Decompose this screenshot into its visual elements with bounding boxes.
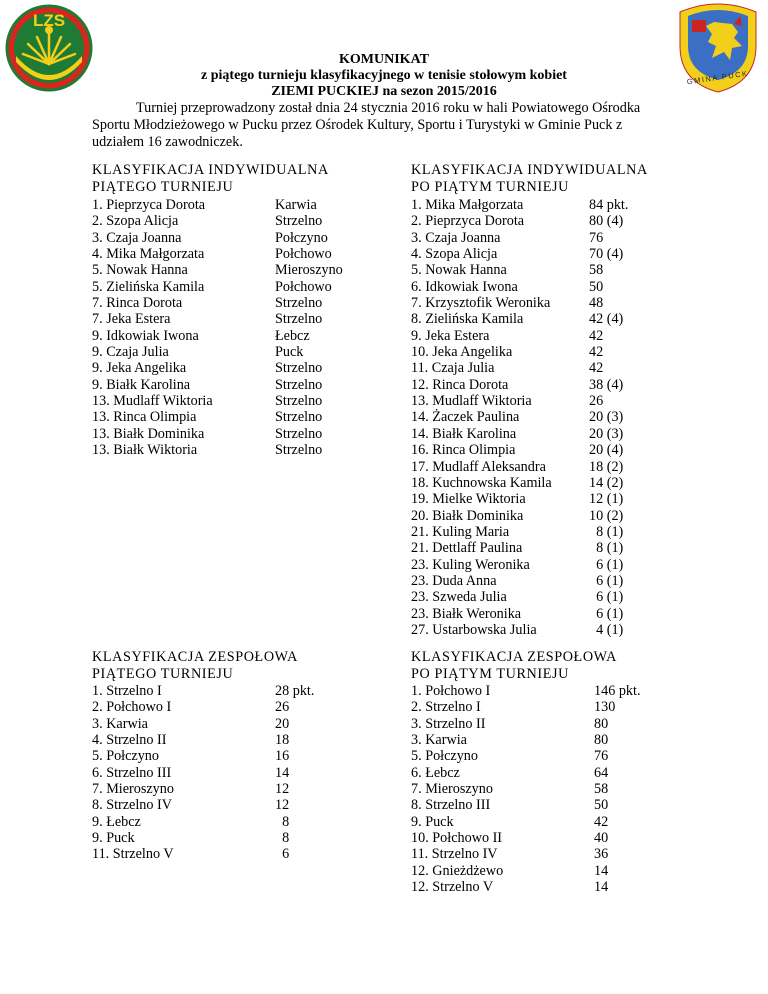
entry-name: 18. Kuchnowska Kamila (411, 474, 552, 491)
entry-name: 3. Czaja Joanna (92, 229, 182, 246)
list-item (92, 732, 290, 749)
list-item (92, 442, 323, 459)
entry-points: 14 (275, 764, 290, 781)
entry-name: 11. Czaja Julia (411, 360, 495, 377)
lzs-logo-text: LZS (32, 11, 66, 30)
entry-name: 2. Szopa Alicja (92, 213, 179, 230)
entry-name: 5. Zielińska Kamila (92, 278, 205, 295)
list-item (92, 344, 304, 361)
entry-name: 10. Jeka Angelika (411, 344, 513, 361)
list-item (92, 748, 290, 765)
entry-points: 58 (589, 262, 604, 279)
entry-name: 1. Strzelno I (92, 683, 162, 699)
individual-fifth-list (92, 197, 343, 459)
entry-points: 146 pkt. (594, 683, 641, 699)
entry-club: Strzelno (275, 376, 323, 393)
intro-paragraph: Turniej przeprowadzony został dnia 24 stycznia 2016 roku w hali Powiatowego Ośrodka Sportu Młodzieżowego w Pucku przez Ośrodek Kultury, Sportu i Turystyki w Gminie Puck z udziałem 16 zawodniczek. (92, 100, 641, 150)
team-total-title (411, 649, 617, 682)
list-item (411, 507, 624, 524)
list-item (92, 360, 323, 377)
list-item (411, 425, 624, 442)
list-item (411, 393, 604, 410)
list-item (92, 246, 332, 263)
list-item (92, 393, 323, 410)
entry-name: 4. Szopa Alicja (411, 246, 498, 263)
list-item (411, 491, 624, 508)
entry-name: 23. Kuling Weronika (411, 556, 530, 573)
entry-points: 6 (1) (589, 572, 624, 589)
list-item (411, 458, 624, 475)
list-item (411, 229, 604, 246)
entry-name: 14. Białk Karolina (411, 425, 517, 442)
list-item (411, 344, 604, 361)
entry-name: 7. Mieroszyno (92, 781, 174, 798)
entry-name: 6. Strzelno III (92, 764, 172, 781)
entry-points: 8 (1) (589, 523, 624, 540)
entry-name: 3. Czaja Joanna (411, 229, 501, 246)
entry-points: 80 (4) (589, 213, 624, 230)
entry-points: 14 (594, 862, 609, 879)
entry-points: 48 (589, 295, 604, 312)
entry-points: 14 (2) (589, 474, 624, 491)
entry-name: 5. Nowak Hanna (92, 262, 188, 279)
entry-club: Strzelno (275, 442, 323, 459)
list-item (411, 846, 609, 863)
entry-points: 20 (3) (589, 425, 624, 442)
entry-club: Połchowo (275, 278, 332, 295)
entry-points: 38 (4) (589, 376, 624, 393)
entry-name: 9. Czaja Julia (92, 344, 169, 361)
list-item (411, 879, 609, 896)
entry-club: Puck (275, 344, 304, 361)
entry-name: 7. Mieroszyno (411, 781, 493, 798)
list-item (411, 830, 609, 847)
header-title: KOMUNIKAT (339, 52, 429, 67)
entry-points: 14 (594, 879, 609, 896)
entry-name: 10. Połchowo II (411, 830, 503, 847)
entry-name: 8. Zielińska Kamila (411, 311, 524, 328)
entry-points: 84 pkt. (589, 197, 629, 213)
list-item (92, 813, 290, 830)
header-season: ZIEMI PUCKIEJ na sezon 2015/2016 (271, 84, 497, 99)
entry-points: 76 (589, 229, 604, 246)
entry-name: 23. Szweda Julia (411, 589, 507, 606)
entry-name: 20. Białk Dominika (411, 507, 524, 524)
entry-club: Mieroszyno (275, 262, 343, 279)
list-item (92, 327, 310, 344)
entry-name: 12. Gnieżdżewo (411, 862, 504, 879)
entry-points: 8 (275, 813, 290, 830)
list-item (411, 862, 609, 879)
entry-name: 21. Kuling Maria (411, 523, 510, 540)
list-item (92, 699, 290, 716)
entry-points: 50 (589, 278, 604, 295)
entry-name: 4. Mika Małgorzata (92, 246, 205, 263)
entry-points: 42 (4) (589, 311, 624, 328)
team-fifth-title (92, 649, 298, 682)
list-item (411, 311, 624, 328)
entry-name: 2. Pieprzyca Dorota (411, 213, 525, 230)
list-item (411, 409, 624, 426)
entry-club: Połczyno (275, 229, 328, 246)
entry-points: 80 (594, 715, 609, 732)
entry-points: 8 (275, 830, 290, 847)
entry-points: 36 (594, 846, 609, 863)
entry-points: 8 (1) (589, 540, 624, 557)
entry-name: 9. Puck (411, 813, 454, 830)
entry-club: Strzelno (275, 393, 323, 410)
list-item (411, 376, 624, 393)
entry-points: 40 (594, 830, 609, 847)
list-item (92, 295, 323, 312)
entry-name: 7. Rinca Dorota (92, 295, 183, 312)
list-item (411, 474, 624, 491)
entry-name: 13. Mudlaff Wiktoria (411, 393, 532, 410)
list-item (92, 262, 343, 279)
individual-total-title-line1: KLASYFIKACJA INDYWIDUALNA (411, 162, 648, 178)
entry-points: 26 (275, 699, 290, 716)
entry-points: 58 (594, 781, 609, 798)
entry-club: Strzelno (275, 295, 323, 312)
list-item (411, 621, 624, 638)
list-item (92, 229, 328, 246)
list-item (92, 830, 290, 847)
team-fifth-title-line1: KLASYFIKACJA ZESPOŁOWA (92, 649, 298, 665)
list-item (411, 278, 604, 295)
entry-club: Strzelno (275, 213, 323, 230)
entry-name: 6. Idkowiak Iwona (411, 278, 518, 295)
list-item (411, 360, 604, 377)
entry-club: Połchowo (275, 246, 332, 263)
list-item (411, 213, 624, 230)
individual-fifth-title-line1: KLASYFIKACJA INDYWIDUALNA (92, 162, 329, 178)
entry-points: 18 (275, 732, 290, 749)
lzs-logo (4, 4, 94, 92)
entry-points: 42 (594, 813, 609, 830)
entry-name: 3. Strzelno II (411, 715, 486, 732)
entry-points: 28 pkt. (275, 683, 315, 699)
list-item (411, 797, 609, 814)
list-item (92, 376, 323, 393)
entry-points: 16 (275, 748, 290, 765)
list-item (411, 683, 641, 699)
entry-name: 19. Mielke Wiktoria (411, 491, 526, 508)
list-item (411, 262, 604, 279)
gmina-puck-emblem-text: GMINA PUCK (686, 68, 750, 87)
individual-total-list (411, 197, 629, 638)
entry-name: 2. Połchowo I (92, 699, 172, 716)
list-item (411, 748, 609, 765)
entry-points: 64 (594, 764, 609, 781)
entry-name: 3. Karwia (92, 715, 148, 732)
list-item (411, 764, 609, 781)
entry-club: Strzelno (275, 311, 323, 328)
entry-points: 4 (1) (589, 621, 624, 638)
entry-club: Strzelno (275, 409, 323, 426)
list-item (92, 197, 317, 213)
list-item (92, 715, 290, 732)
entry-name: 11. Strzelno IV (411, 846, 498, 863)
entry-name: 8. Strzelno III (411, 797, 491, 814)
entry-name: 9. Łebcz (92, 813, 141, 830)
entry-points: 130 (594, 699, 616, 716)
list-item (92, 846, 290, 863)
document-header (90, 52, 678, 100)
entry-points: 18 (2) (589, 458, 624, 475)
entry-name: 2. Strzelno I (411, 699, 481, 716)
entry-points: 20 (4) (589, 442, 624, 459)
entry-name: 6. Łebcz (411, 764, 460, 781)
list-item (92, 409, 323, 426)
entry-name: 3. Karwia (411, 732, 467, 749)
entry-name: 9. Puck (92, 830, 135, 847)
entry-name: 14. Żaczek Paulina (411, 409, 520, 426)
entry-points: 6 (1) (589, 556, 624, 573)
team-fifth-title-line2: PIĄTEGO TURNIEJU (92, 665, 234, 682)
entry-name: 23. Białk Weronika (411, 605, 522, 622)
header-subtitle: z piątego turnieju klasyfikacyjnego w tenisie stołowym kobiet (201, 68, 567, 83)
entry-club: Karwia (275, 197, 317, 213)
list-item (411, 556, 624, 573)
entry-points: 12 (275, 781, 290, 798)
entry-name: 13. Białk Wiktoria (92, 442, 198, 459)
individual-fifth-title (92, 162, 329, 195)
entry-points: 20 (3) (589, 409, 624, 426)
entry-name: 23. Duda Anna (411, 572, 497, 589)
entry-name: 9. Białk Karolina (92, 376, 191, 393)
entry-points: 26 (589, 393, 604, 410)
entry-points: 80 (594, 732, 609, 749)
list-item (411, 327, 604, 344)
list-item (92, 278, 332, 295)
team-total-title-line2: PO PIĄTYM TURNIEJU (411, 665, 569, 682)
list-item (92, 683, 315, 699)
entry-name: 13. Rinca Olimpia (92, 409, 197, 426)
team-fifth-list (92, 683, 315, 863)
list-item (92, 797, 290, 814)
entry-name: 1. Mika Małgorzata (411, 197, 524, 213)
entry-points: 12 (1) (589, 491, 624, 508)
entry-name: 12. Strzelno V (411, 879, 494, 896)
entry-points: 42 (589, 344, 604, 361)
entry-club: Strzelno (275, 425, 323, 442)
entry-points: 42 (589, 360, 604, 377)
list-item (92, 781, 290, 798)
entry-points: 6 (1) (589, 589, 624, 606)
entry-name: 7. Jeka Estera (92, 311, 171, 328)
entry-club: Łebcz (275, 327, 310, 344)
entry-name: 27. Ustarbowska Julia (411, 621, 537, 638)
entry-name: 1. Pieprzyca Dorota (92, 197, 206, 213)
list-item (411, 781, 609, 798)
entry-name: 11. Strzelno V (92, 846, 174, 863)
list-item (92, 213, 323, 230)
entry-name: 8. Strzelno IV (92, 797, 172, 814)
entry-points: 10 (2) (589, 507, 624, 524)
entry-points: 50 (594, 797, 609, 814)
individual-fifth-title-line2: PIĄTEGO TURNIEJU (92, 178, 234, 195)
individual-total-title-line2: PO PIĄTYM TURNIEJU (411, 178, 569, 195)
entry-name: 5. Połczyno (411, 748, 478, 765)
entry-name: 1. Połchowo I (411, 683, 491, 699)
entry-name: 7. Krzysztofik Weronika (411, 295, 551, 312)
entry-name: 9. Idkowiak Iwona (92, 327, 199, 344)
team-total-list (411, 683, 641, 896)
entry-name: 5. Nowak Hanna (411, 262, 507, 279)
entry-name: 17. Mudlaff Aleksandra (411, 458, 546, 475)
entry-club: Strzelno (275, 360, 323, 377)
team-total-title-line1: KLASYFIKACJA ZESPOŁOWA (411, 649, 617, 665)
list-item (92, 764, 290, 781)
entry-name: 5. Połczyno (92, 748, 159, 765)
list-item (411, 572, 624, 589)
list-item (411, 589, 624, 606)
list-item (411, 523, 624, 540)
entry-name: 9. Jeka Angelika (92, 360, 187, 377)
gmina-puck-emblem (672, 2, 764, 94)
list-item (92, 425, 323, 442)
list-item (411, 442, 624, 459)
entry-name: 4. Strzelno II (92, 732, 167, 749)
entry-name: 12. Rinca Dorota (411, 376, 509, 393)
entry-points: 6 (275, 846, 290, 863)
list-item (411, 540, 624, 557)
entry-points: 6 (1) (589, 605, 624, 622)
list-item (411, 246, 624, 263)
list-item (92, 311, 323, 328)
entry-points: 70 (4) (589, 246, 624, 263)
entry-name: 13. Mudlaff Wiktoria (92, 393, 213, 410)
entry-points: 12 (275, 797, 290, 814)
entry-points: 42 (589, 327, 604, 344)
list-item (411, 605, 624, 622)
entry-name: 16. Rinca Olimpia (411, 442, 516, 459)
list-item (411, 699, 616, 716)
entry-points: 20 (275, 715, 290, 732)
entry-name: 21. Dettlaff Paulina (411, 540, 523, 557)
list-item (411, 197, 629, 213)
entry-name: 9. Jeka Estera (411, 327, 490, 344)
list-item (411, 715, 609, 732)
entry-points: 76 (594, 748, 609, 765)
entry-name: 13. Białk Dominika (92, 425, 205, 442)
list-item (411, 732, 609, 749)
list-item (411, 295, 604, 312)
list-item (411, 813, 609, 830)
individual-total-title (411, 162, 648, 195)
